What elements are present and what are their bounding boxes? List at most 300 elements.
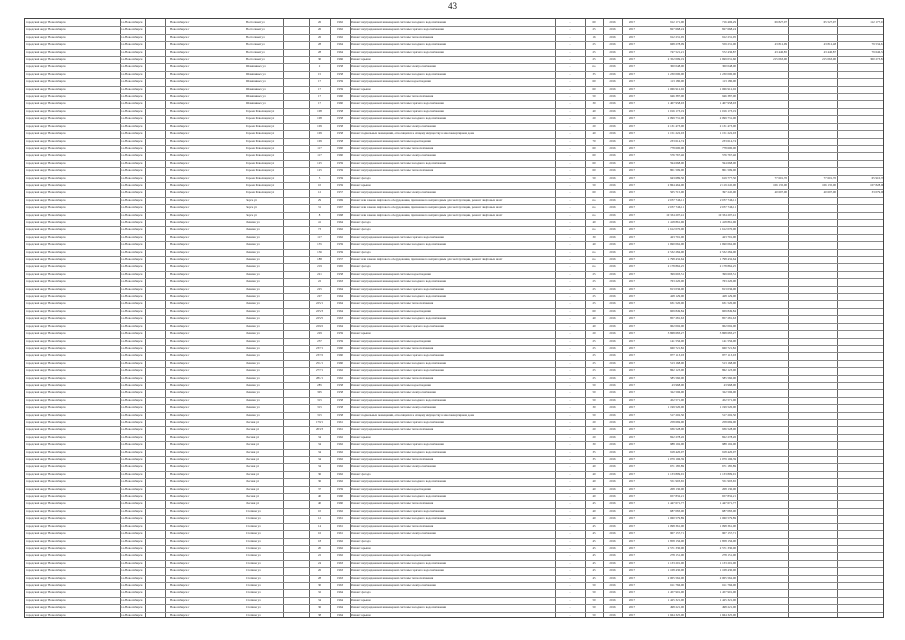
- cell-house: 38: [317, 613, 322, 617]
- row-divider: [25, 545, 883, 546]
- cell-city-district: г.о.Новосибирск: [121, 324, 143, 328]
- row-divider: [25, 463, 883, 464]
- cell-city-district: г.о.Новосибирск: [121, 146, 143, 150]
- cell-end-year: 2017: [628, 139, 636, 143]
- cell-city-district: г.о.Новосибирск: [121, 383, 143, 387]
- row-divider: [25, 293, 883, 294]
- cell-start-year: 2016: [609, 154, 616, 158]
- cell-house: 227: [317, 295, 322, 299]
- cell-street: Степная ул: [246, 509, 261, 513]
- cell-house: 315: [317, 413, 322, 417]
- cell-year: 1958: [336, 391, 344, 395]
- cell-municipality: городской округ Новосибирск: [26, 235, 66, 239]
- cell-house: 117: [317, 146, 322, 150]
- cell-start-year: 2016: [609, 295, 616, 299]
- cell-end-year: 2017: [628, 569, 636, 573]
- cell-fund: 1 108 430,00: [719, 569, 736, 573]
- cell-start-year: 2016: [609, 169, 616, 173]
- cell-wear: 50: [592, 95, 596, 99]
- cell-fund: 918 420,07: [722, 450, 736, 454]
- cell-mark: -: [569, 472, 571, 476]
- cell-municipality: городской округ Новосибирск: [26, 132, 66, 136]
- cell-start-year: 2016: [609, 598, 616, 602]
- cell-fund: 2 099 731,00: [719, 117, 736, 121]
- cell-work-type: Ремонт внутридомовой инженерной системы теплоснабжения: [351, 428, 434, 432]
- cell-locality: Новосибирск г: [170, 243, 190, 247]
- cell-total-cost: 141 556,00: [670, 339, 684, 343]
- cell-fund: 2 571 330,00: [719, 546, 736, 550]
- cell-year: 1962: [336, 35, 344, 39]
- cell-total-cost: 2 057 746,11: [667, 198, 684, 202]
- cell-start-year: 2016: [609, 28, 616, 32]
- cell-mark: -: [569, 124, 571, 128]
- cell-year: 1962: [336, 450, 344, 454]
- cell-end-year: 2017: [628, 339, 636, 343]
- cell-year: 1963: [336, 561, 344, 565]
- cell-total-cost: 657 832,21: [670, 495, 684, 499]
- cell-work-type: Ремонт внутридомовой инженерной системы холодного водоснабжения: [351, 280, 446, 284]
- cell-total-cost: 747 521,21: [670, 50, 684, 54]
- table-row: [25, 421, 883, 424]
- cell-city-district: г.о.Новосибирск: [121, 472, 143, 476]
- cell-wear: 20: [592, 117, 596, 121]
- cell-work-type: Ремонт фасада: [351, 228, 371, 232]
- cell-total-cost: 912 231,05: [670, 35, 684, 39]
- table-row: [25, 340, 883, 343]
- cell-municipality: городской округ Новосибирск: [26, 606, 66, 610]
- cell-street: Героев Революции ул: [246, 176, 275, 180]
- cell-end-year: 2017: [628, 406, 636, 410]
- cell-house: 285: [317, 383, 322, 387]
- cell-fund: 827 668,24: [722, 28, 736, 32]
- cell-work-type: Ремонт внутридомовой инженерной системы холодного водоснабжения: [351, 480, 446, 484]
- cell-house: 32: [317, 591, 322, 595]
- cell-total-cost: 498 221,00: [670, 606, 684, 610]
- cell-street: Ленина ул: [246, 346, 260, 350]
- row-divider: [25, 449, 883, 450]
- cell-work-type: Ремонт внутридомовой инженерной системы электроснабжения: [351, 124, 436, 128]
- cell-municipality: городской округ Новосибирск: [26, 280, 66, 284]
- cell-end-year: 2017: [628, 465, 636, 469]
- row-divider: [25, 412, 883, 413]
- cell-city-district: г.о.Новосибирск: [121, 450, 143, 454]
- cell-city-district: г.о.Новосибирск: [121, 413, 143, 417]
- cell-street: Восточный ул: [246, 58, 265, 62]
- row-divider: [25, 315, 883, 316]
- cell-mark: -: [569, 280, 571, 284]
- cell-end-year: 2017: [628, 546, 636, 550]
- cell-year: 1959: [336, 332, 344, 336]
- cell-work-type: Ремонт внутридомовой инженерной системы горячего водоснабжения: [351, 569, 444, 573]
- cell-year: 1964: [336, 43, 344, 47]
- table-row: [25, 80, 883, 83]
- table-row: [25, 317, 883, 320]
- cell-fund: 2 005 562,00: [719, 576, 736, 580]
- cell-locality: Новосибирск г: [170, 183, 190, 187]
- cell-municipality: городской округ Новосибирск: [26, 569, 66, 573]
- cell-locality: Новосибирск г: [170, 487, 190, 491]
- table-row: [25, 428, 883, 431]
- row-divider: [25, 226, 883, 227]
- cell-work-type: Ремонт внутридомовой инженерной системы горячего водоснабжения: [351, 509, 444, 513]
- cell-work-type: Ремонт внутридомовой инженерной системы холодного водоснабжения: [351, 606, 446, 610]
- cell-start-year: 2016: [609, 58, 616, 62]
- cell-mark: -: [569, 206, 571, 210]
- cell-locality: Новосибирск г: [170, 213, 190, 217]
- cell-year: 1964: [336, 302, 344, 306]
- cell-mark: -: [569, 339, 571, 343]
- table-row: [25, 147, 883, 150]
- row-divider: [25, 441, 883, 442]
- cell-city-district: г.о.Новосибирск: [121, 102, 143, 106]
- cell-house: 315: [317, 398, 322, 402]
- row-divider: [25, 278, 883, 279]
- cell-mark: -: [569, 258, 571, 262]
- cell-wear: 60: [592, 87, 596, 91]
- cell-total-cost: 208 130,00: [670, 487, 684, 491]
- cell-house: 251/1: [315, 361, 324, 365]
- row-divider: [25, 86, 883, 87]
- cell-start-year: 2016: [609, 383, 616, 387]
- table-row: [25, 140, 883, 143]
- cell-street: Героев Революции ул: [246, 124, 275, 128]
- cell-work-type: Ремонт внутридомовой инженерной системы электроснабжения: [351, 406, 436, 410]
- cell-locality: Новосибирск г: [170, 546, 190, 550]
- cell-regional: 43 440,85: [774, 50, 787, 54]
- cell-fund: 258 669,00: [722, 421, 736, 424]
- cell-total-cost: 10 334 297,41: [666, 213, 684, 217]
- cell-total-cost: 877 113,03: [670, 354, 684, 358]
- cell-work-type: Ремонт внутридомовой инженерной системы горячего водоснабжения: [351, 421, 444, 424]
- cell-street: Степная ул: [246, 613, 261, 617]
- cell-total-cost: 399 693,51: [670, 272, 684, 276]
- cell-wear: 25: [592, 280, 596, 284]
- cell-year: 1966: [336, 58, 344, 62]
- cell-mark: -: [569, 576, 571, 580]
- cell-end-year: 2017: [628, 391, 636, 395]
- cell-wear: по: [592, 250, 596, 254]
- cell-total-cost: 778 600,00: [670, 146, 684, 150]
- row-divider: [25, 597, 883, 598]
- cell-regional: 106 135,00: [773, 183, 787, 187]
- cell-work-type: Ремонт внутридомовой инженерной системы холодного водоснабжения: [351, 21, 446, 24]
- cell-street: Ленина ул: [246, 228, 260, 232]
- cell-total-cost: 822 278,26: [670, 435, 684, 439]
- cell-street: Восточный ул: [246, 21, 265, 24]
- cell-local: 43 440,87: [823, 50, 836, 54]
- cell-year: 1962: [336, 369, 344, 373]
- cell-locality: Новосибирск г: [170, 443, 190, 447]
- cell-work-type: Ремонт внутридомовой инженерной системы теплоснабжения: [351, 458, 434, 462]
- row-divider: [25, 78, 883, 79]
- cell-fund: 1 060 579,89: [719, 517, 736, 521]
- cell-wear: 45: [592, 569, 596, 573]
- cell-work-type: Ремонт внутридомовой инженерной системы электроснабжения: [351, 391, 436, 395]
- cell-city-district: г.о.Новосибирск: [121, 524, 143, 528]
- cell-wear: 20: [592, 332, 596, 336]
- cell-end-year: 2017: [628, 272, 636, 276]
- cell-mark: -: [569, 391, 571, 395]
- cell-house: 237: [317, 339, 322, 343]
- cell-city-district: г.о.Новосибирск: [121, 465, 143, 469]
- cell-locality: Новосибирск г: [170, 154, 190, 158]
- cell-start-year: 2016: [609, 221, 616, 224]
- cell-end-year: 2017: [628, 132, 636, 136]
- cell-end-year: 2017: [628, 413, 636, 417]
- cell-mark: -: [569, 332, 571, 336]
- cell-end-year: 2017: [628, 258, 636, 262]
- table-row: [25, 236, 883, 239]
- cell-municipality: городской округ Новосибирск: [26, 406, 66, 410]
- cell-end-year: 2017: [628, 317, 636, 321]
- cell-municipality: городской округ Новосибирск: [26, 250, 66, 254]
- cell-end-year: 2017: [628, 191, 636, 195]
- cell-start-year: 2016: [609, 302, 616, 306]
- cell-work-type: Ремонт внутридомовой инженерной системы теплоснабжения: [351, 502, 434, 506]
- table-row: [25, 391, 883, 394]
- row-divider: [25, 360, 883, 361]
- cell-end-year: 2017: [628, 95, 636, 99]
- cell-end-year: 2017: [628, 265, 636, 269]
- cell-work-type: Ремонт фасада: [351, 250, 371, 254]
- cell-wear: 45: [592, 502, 596, 506]
- cell-work-type: Ремонт внутридомовой инженерной системы горячего водоснабжения: [351, 235, 444, 239]
- cell-mark: -: [569, 295, 571, 299]
- cell-year: 1960: [336, 361, 344, 365]
- cell-start-year: 2016: [609, 576, 616, 580]
- cell-municipality: городской округ Новосибирск: [26, 183, 66, 187]
- cell-wear: по: [592, 198, 596, 202]
- cell-mark: -: [569, 95, 571, 99]
- cell-street: Героев Революции ул: [246, 132, 275, 136]
- cell-total-cost: 1 151 222,03: [667, 132, 684, 136]
- cell-house: 135: [317, 243, 322, 247]
- cell-total-cost: 2 131 473,00: [667, 124, 684, 128]
- cell-end-year: 2017: [628, 532, 636, 536]
- table-row: [25, 73, 883, 76]
- row-divider: [25, 419, 883, 420]
- cell-municipality: городской округ Новосибирск: [26, 95, 66, 99]
- cell-city-district: г.о.Новосибирск: [121, 65, 143, 69]
- cell-work-type: Ремонт внутридомовой инженерной системы водоотведения: [351, 339, 431, 343]
- cell-wear: 25: [592, 58, 596, 62]
- cell-end-year: 2017: [628, 554, 636, 558]
- cell-mark: -: [569, 183, 571, 187]
- cell-street: Зорге ул: [246, 206, 257, 210]
- cell-year: 1962: [336, 546, 344, 550]
- cell-wear: 45: [592, 539, 596, 543]
- cell-year: 1962: [336, 509, 344, 513]
- cell-mark: -: [569, 317, 571, 321]
- cell-municipality: городской округ Новосибирск: [26, 613, 66, 617]
- cell-start-year: 2016: [609, 465, 616, 469]
- cell-house: 22: [317, 280, 322, 284]
- cell-fund: 576 767,46: [722, 154, 736, 158]
- cell-end-year: 2017: [628, 124, 636, 128]
- cell-local: 77 601,70: [823, 176, 836, 180]
- row-divider: [25, 426, 883, 427]
- cell-fund: 660 721,82: [722, 346, 736, 350]
- cell-start-year: 2016: [609, 361, 616, 365]
- cell-mark: -: [569, 450, 571, 454]
- row-divider: [25, 26, 883, 27]
- cell-mark: -: [569, 532, 571, 536]
- cell-house: 28: [317, 43, 322, 47]
- cell-street: Лесная ул: [246, 472, 260, 476]
- cell-total-cost: 988 192,00: [670, 443, 684, 447]
- cell-year: 1962: [336, 443, 344, 447]
- cell-mark: -: [569, 35, 571, 39]
- cell-city-district: г.о.Новосибирск: [121, 546, 143, 550]
- cell-end-year: 2017: [628, 213, 636, 217]
- table-row: [25, 132, 883, 135]
- cell-house: 31: [317, 206, 322, 210]
- cell-house: 221: [317, 272, 322, 276]
- cell-house: 125: [317, 169, 322, 173]
- cell-mark: -: [569, 72, 571, 76]
- cell-start-year: 2016: [609, 376, 616, 380]
- cell-locality: Новосибирск г: [170, 509, 190, 513]
- cell-total-cost: 1 447 671,77: [667, 502, 684, 506]
- cell-total-cost: 801 599,00: [670, 169, 684, 173]
- cell-year: 1964: [336, 606, 344, 610]
- cell-locality: Новосибирск г: [170, 72, 190, 76]
- cell-end-year: 2017: [628, 369, 636, 373]
- cell-local: 215 063,90: [822, 58, 836, 62]
- cell-work-type: Ремонт внутридомовой инженерной системы теплоснабжения: [351, 146, 434, 150]
- table-row: [25, 591, 883, 594]
- cell-fund: 988 192,00: [722, 443, 736, 447]
- cell-municipality: городской округ Новосибирск: [26, 421, 66, 424]
- cell-city-district: г.о.Новосибирск: [121, 406, 143, 410]
- cell-year: 1962: [336, 376, 344, 380]
- cell-locality: Новосибирск г: [170, 309, 190, 313]
- cell-wear: 25: [592, 28, 596, 32]
- cell-total-cost: 517 202,50: [670, 413, 684, 417]
- cell-fund: 2 057 746,11: [719, 206, 736, 210]
- cell-house: 73: [317, 228, 322, 232]
- cell-total-cost: 585 560,00: [670, 376, 684, 380]
- cell-wear: 25: [592, 43, 596, 47]
- table-row: [25, 228, 883, 231]
- cell-street: Восточный ул: [246, 35, 265, 39]
- cell-end-year: 2017: [628, 502, 636, 506]
- cell-local: 106 135,00: [822, 183, 836, 187]
- cell-fund: 936 528,00: [722, 428, 736, 432]
- cell-wear: 25: [592, 287, 596, 291]
- cell-year: 1960: [336, 154, 344, 158]
- row-divider: [25, 389, 883, 390]
- cell-owners: 300 273,83: [870, 58, 884, 62]
- cell-house: 125: [317, 161, 322, 165]
- cell-fund: 631 520,00: [722, 302, 736, 306]
- cell-locality: Новосибирск г: [170, 398, 190, 402]
- row-divider: [25, 286, 883, 287]
- cell-municipality: городской округ Новосибирск: [26, 576, 66, 580]
- cell-total-cost: 611 766,00: [670, 583, 684, 587]
- table-row: [25, 302, 883, 305]
- cell-fund: 1 425 321,00: [719, 598, 736, 602]
- cell-mark: -: [569, 235, 571, 239]
- cell-start-year: 2016: [609, 324, 616, 328]
- cell-city-district: г.о.Новосибирск: [121, 206, 143, 210]
- row-divider: [25, 145, 883, 146]
- cell-street: Шамшиных ул: [246, 65, 266, 69]
- cell-work-type: Ремонт внутридомовой инженерной системы теплоснабжения: [351, 346, 434, 350]
- cell-fund: 1 798 432,64: [719, 258, 736, 262]
- row-divider: [25, 523, 883, 524]
- cell-city-district: г.о.Новосибирск: [121, 213, 143, 217]
- cell-house: 10: [317, 509, 322, 513]
- cell-municipality: городской округ Новосибирск: [26, 109, 66, 113]
- row-divider: [25, 471, 883, 472]
- cell-locality: Новосибирск г: [170, 598, 190, 602]
- cell-total-cost: 233 614,74: [670, 139, 684, 143]
- cell-wear: 35: [592, 72, 596, 76]
- cell-work-type: Ремонт внутридомовой инженерной системы теплоснабжения: [351, 95, 434, 99]
- cell-owners: 112 177,01: [870, 21, 884, 24]
- cell-start-year: 2016: [609, 72, 616, 76]
- cell-street: Степная ул: [246, 583, 261, 587]
- cell-municipality: городской округ Новосибирск: [26, 72, 66, 76]
- table-row: [25, 377, 883, 380]
- cell-city-district: г.о.Новосибирск: [121, 250, 143, 254]
- cell-municipality: городской округ Новосибирск: [26, 161, 66, 165]
- cell-fund: 452 571,00: [722, 398, 736, 402]
- cell-fund: 1 066 912,02: [719, 87, 736, 91]
- cell-end-year: 2017: [628, 235, 636, 239]
- cell-municipality: городской округ Новосибирск: [26, 591, 66, 595]
- cell-year: 1962: [336, 235, 344, 239]
- cell-locality: Новосибирск г: [170, 406, 190, 410]
- row-divider: [25, 589, 883, 590]
- cell-owners: 65 910,76: [871, 176, 884, 180]
- cell-year: 1958: [336, 398, 344, 402]
- cell-wear: 50: [592, 413, 596, 417]
- cell-start-year: 2016: [609, 346, 616, 350]
- cell-start-year: 2016: [609, 369, 616, 373]
- cell-mark: -: [569, 65, 571, 69]
- cell-wear: 30: [592, 102, 596, 106]
- cell-city-district: г.о.Новосибирск: [121, 198, 143, 202]
- cell-year: 1962: [336, 21, 344, 24]
- cell-work-type: Ремонт внутридомовой инженерной системы горячего водоснабжения: [351, 109, 444, 113]
- table-row: [25, 562, 883, 565]
- cell-work-type: Ремонт внутридомовой инженерной системы водоотведения: [351, 383, 431, 387]
- row-divider: [25, 71, 883, 72]
- cell-street: Ленина ул: [246, 317, 260, 321]
- cell-municipality: городской округ Новосибирск: [26, 58, 66, 62]
- cell-wear: по: [592, 265, 596, 269]
- cell-street: Шамшиных ул: [246, 72, 266, 76]
- cell-fund: 671 185,89: [722, 465, 736, 469]
- row-divider: [25, 478, 883, 479]
- cell-wear: 25: [592, 346, 596, 350]
- table-row: [25, 354, 883, 357]
- cell-municipality: городской округ Новосибирск: [26, 21, 66, 24]
- cell-mark: -: [569, 58, 571, 62]
- cell-city-district: г.о.Новосибирск: [121, 346, 143, 350]
- cell-street: Ленина ул: [246, 398, 260, 402]
- cell-city-district: г.о.Новосибирск: [121, 361, 143, 365]
- row-divider: [25, 197, 883, 198]
- cell-mark: -: [569, 509, 571, 513]
- cell-total-cost: 609 849,84: [670, 309, 684, 313]
- cell-fund: 559 231,00: [722, 43, 736, 47]
- cell-municipality: городской округ Новосибирск: [26, 487, 66, 491]
- cell-year: 1959: [336, 183, 344, 187]
- cell-house: 8: [318, 213, 321, 217]
